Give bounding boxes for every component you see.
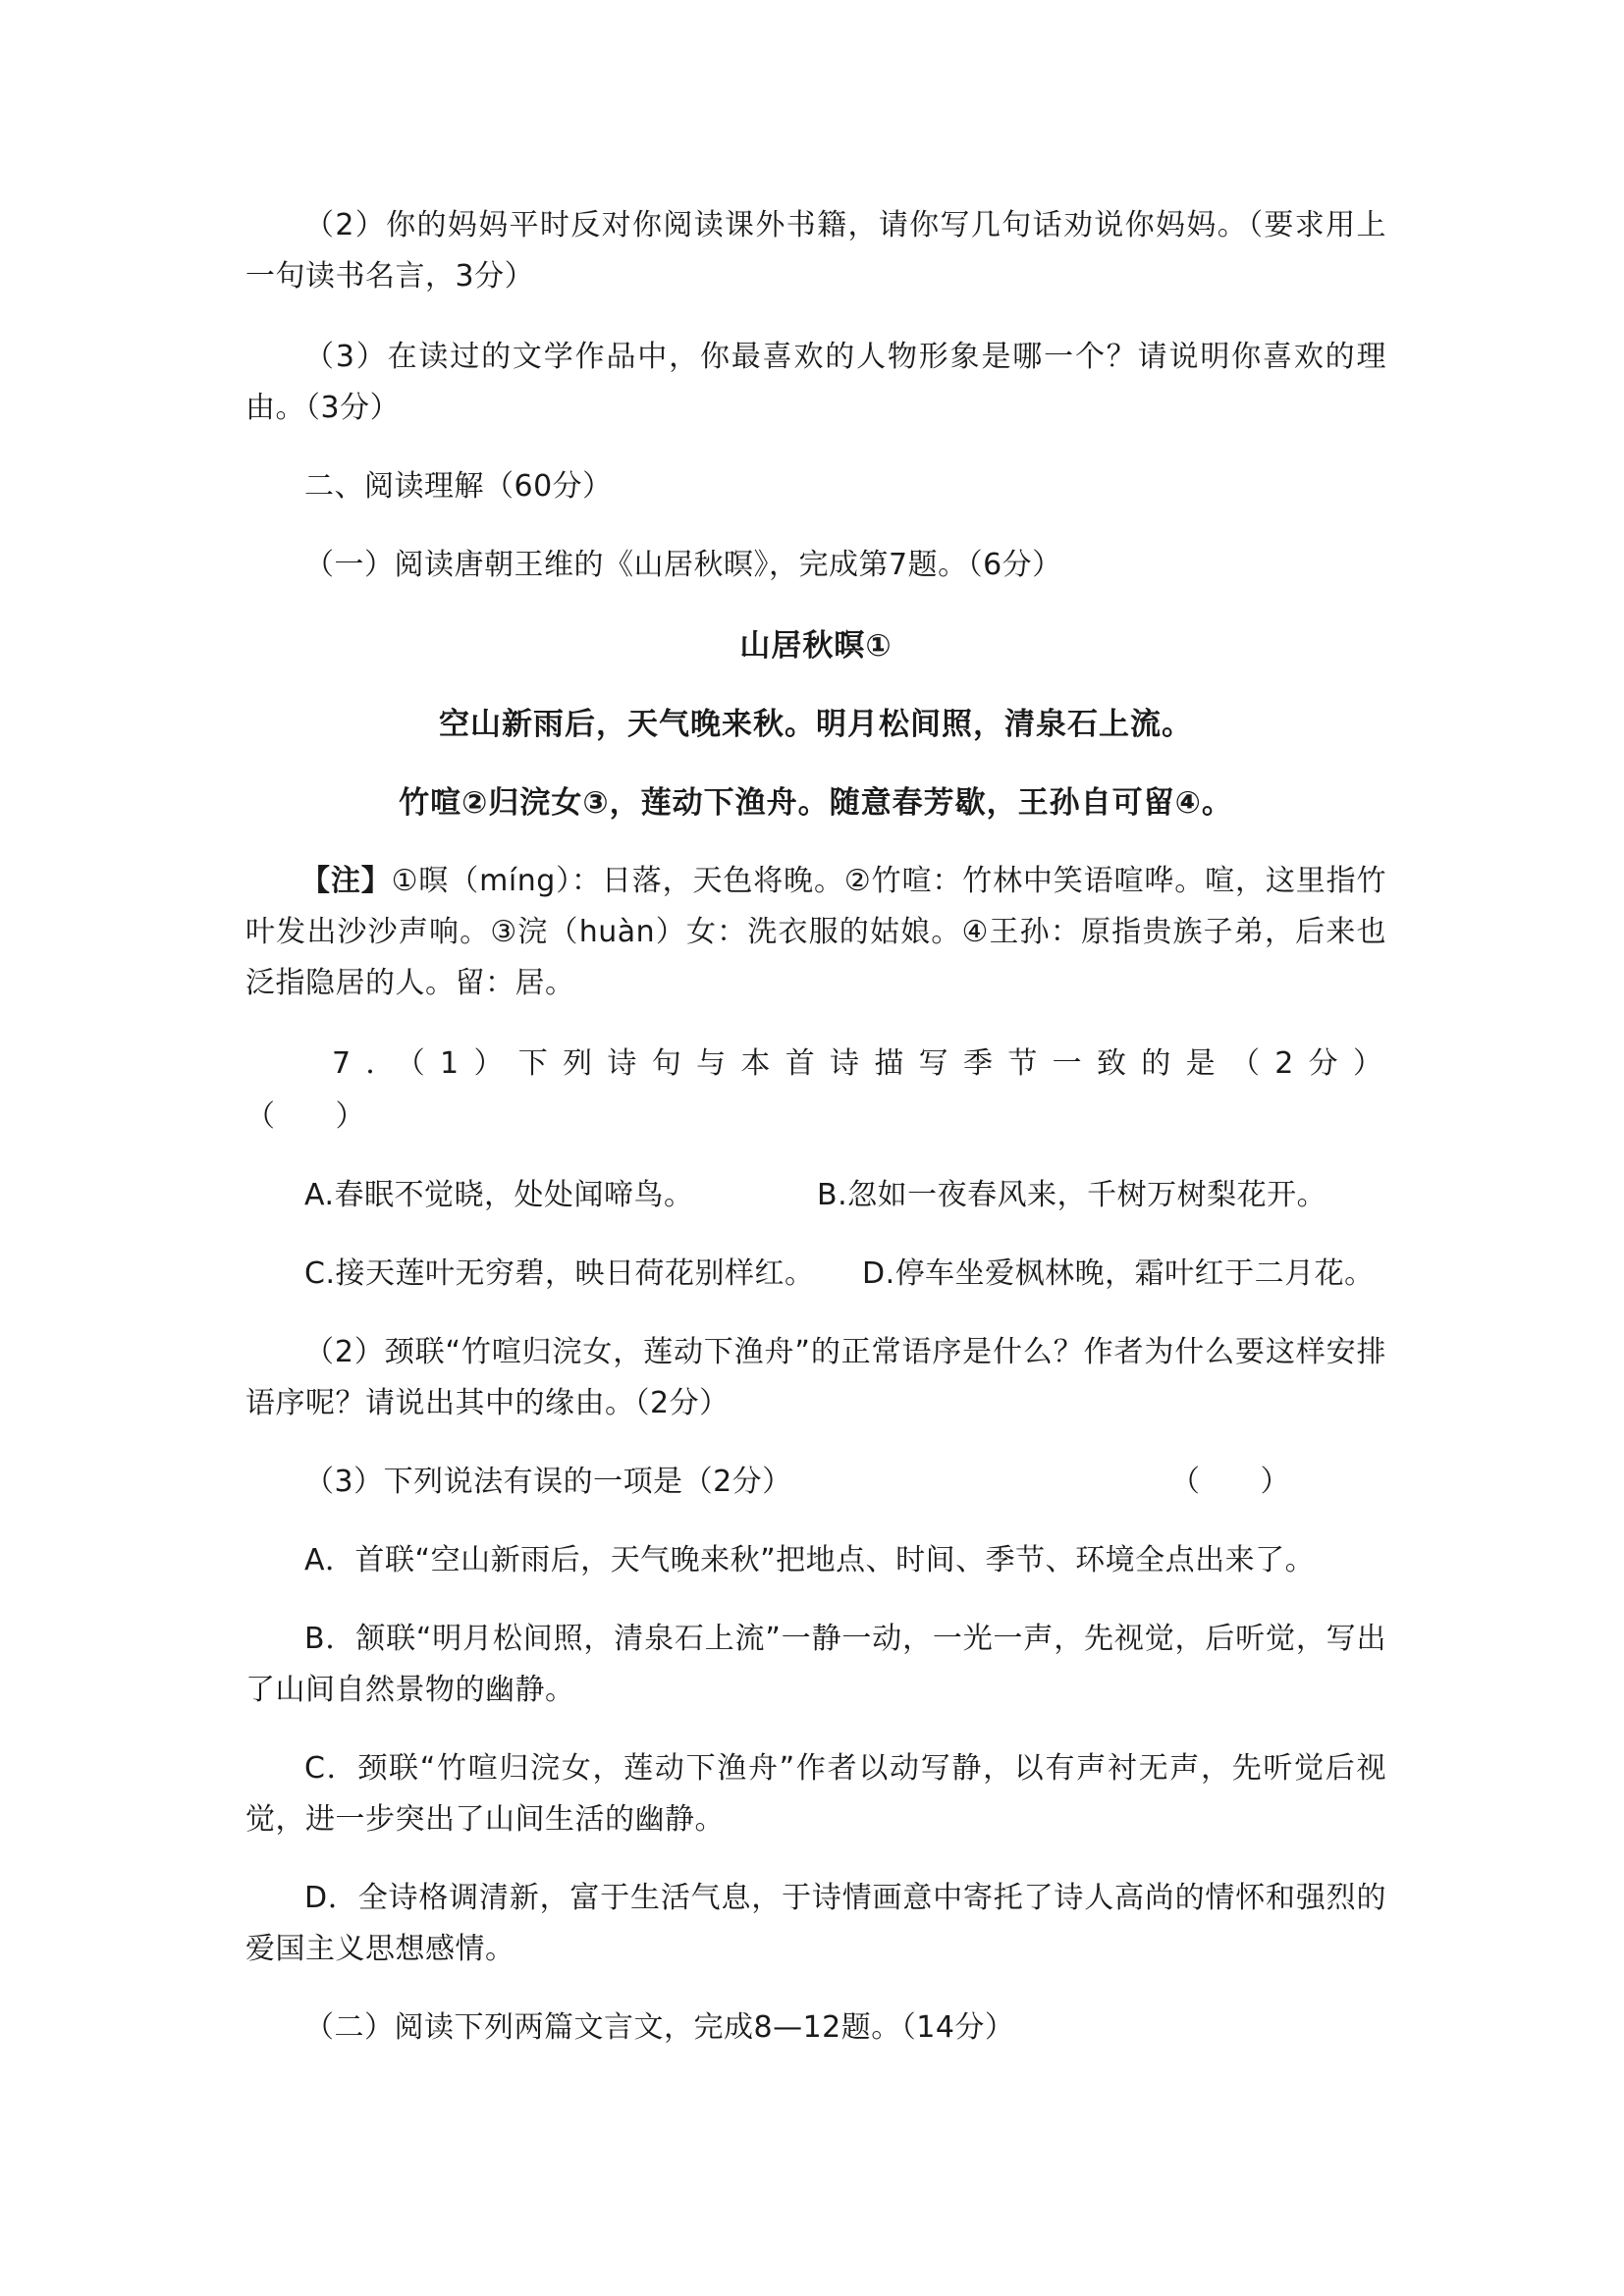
question-7-part-2: （2）颈联“竹喧归浣女，莲动下渔舟”的正常语序是什么？作者为什么要这样安排语序呢？请说出其中的缘由。（2分） bbox=[245, 1335, 1386, 1420]
option-7-1-d: D.停车坐爱枫林晚，霜叶红于二月花。 bbox=[862, 1256, 1375, 1291]
option-7-1-a: A.春眠不觉晓，处处闻啼鸟。 bbox=[304, 1178, 694, 1212]
option-7-3-b: B．颔联“明月松间照，清泉石上流”一静一动，一光一声，先视觉，后听觉，写出了山间自然景物的幽静。 bbox=[245, 1622, 1386, 1707]
section-2-heading: 二、阅读理解（60分） bbox=[304, 469, 613, 504]
question-7-part-3-answer-bracket: （ ） bbox=[1170, 1465, 1290, 1499]
part-1-intro: （一）阅读唐朝王维的《山居秋暝》，完成第7题。（6分） bbox=[304, 548, 1062, 582]
question-7-part-1-answer-bracket: （ ） bbox=[245, 1099, 365, 1134]
note-label: 【注】 bbox=[300, 864, 392, 898]
option-7-1-b: B.忽如一夜春风来，千树万树梨花开。 bbox=[817, 1178, 1327, 1212]
part-2-intro: （二）阅读下列两篇文言文，完成8—12题。（14分） bbox=[304, 2010, 1015, 2045]
question-7-part-1-stem: 7．（1）下列诗句与本首诗描写季节一致的是（2分） bbox=[332, 1046, 1386, 1081]
poem-notes bbox=[245, 856, 1386, 1009]
poem-line-2: 竹喧②归浣女③，莲动下渔舟。随意春芳歇，王孙自可留④。 bbox=[399, 785, 1233, 821]
question-6-part-3: （3）在读过的文学作品中，你最喜欢的人物形象是哪一个？请说明你喜欢的理由。（3分） bbox=[245, 340, 1386, 425]
option-7-3-a: A．首联“空山新雨后，天气晚来秋”把地点、时间、季节、环境全点出来了。 bbox=[304, 1543, 1316, 1577]
question-6-part-2: （2）你的妈妈平时反对你阅读课外书籍，请你写几句话劝说你妈妈。（要求用上一句读书名言，3分） bbox=[245, 208, 1386, 294]
poem-line-1: 空山新雨后，天气晚来秋。明月松间照，清泉石上流。 bbox=[439, 707, 1193, 742]
option-7-3-d: D．全诗格调清新，富于生活气息，于诗情画意中寄托了诗人高尚的情怀和强烈的爱国主义思想感情。 bbox=[245, 1881, 1386, 1966]
poem-title: 山居秋暝① bbox=[739, 628, 893, 664]
option-7-1-c: C.接天莲叶无穷碧，映日荷花别样红。 bbox=[304, 1256, 815, 1291]
option-7-3-c: C．颈联“竹喧归浣女，莲动下渔舟”作者以动写静，以有声衬无声，先听觉后视觉，进一步突出了山间生活的幽静。 bbox=[245, 1751, 1386, 1837]
note-text: ①暝（míng）：日落，天色将晚。②竹喧：竹林中笑语喧哗。喧，这里指竹叶发出沙沙声响。③浣（huàn）女：洗衣服的姑娘。④王孙：原指贵族子弟，后来也泛指隐居的人。留：居。 bbox=[245, 864, 1387, 1000]
question-7-part-3-stem: （3）下列说法有误的一项是（2分） bbox=[304, 1465, 792, 1499]
